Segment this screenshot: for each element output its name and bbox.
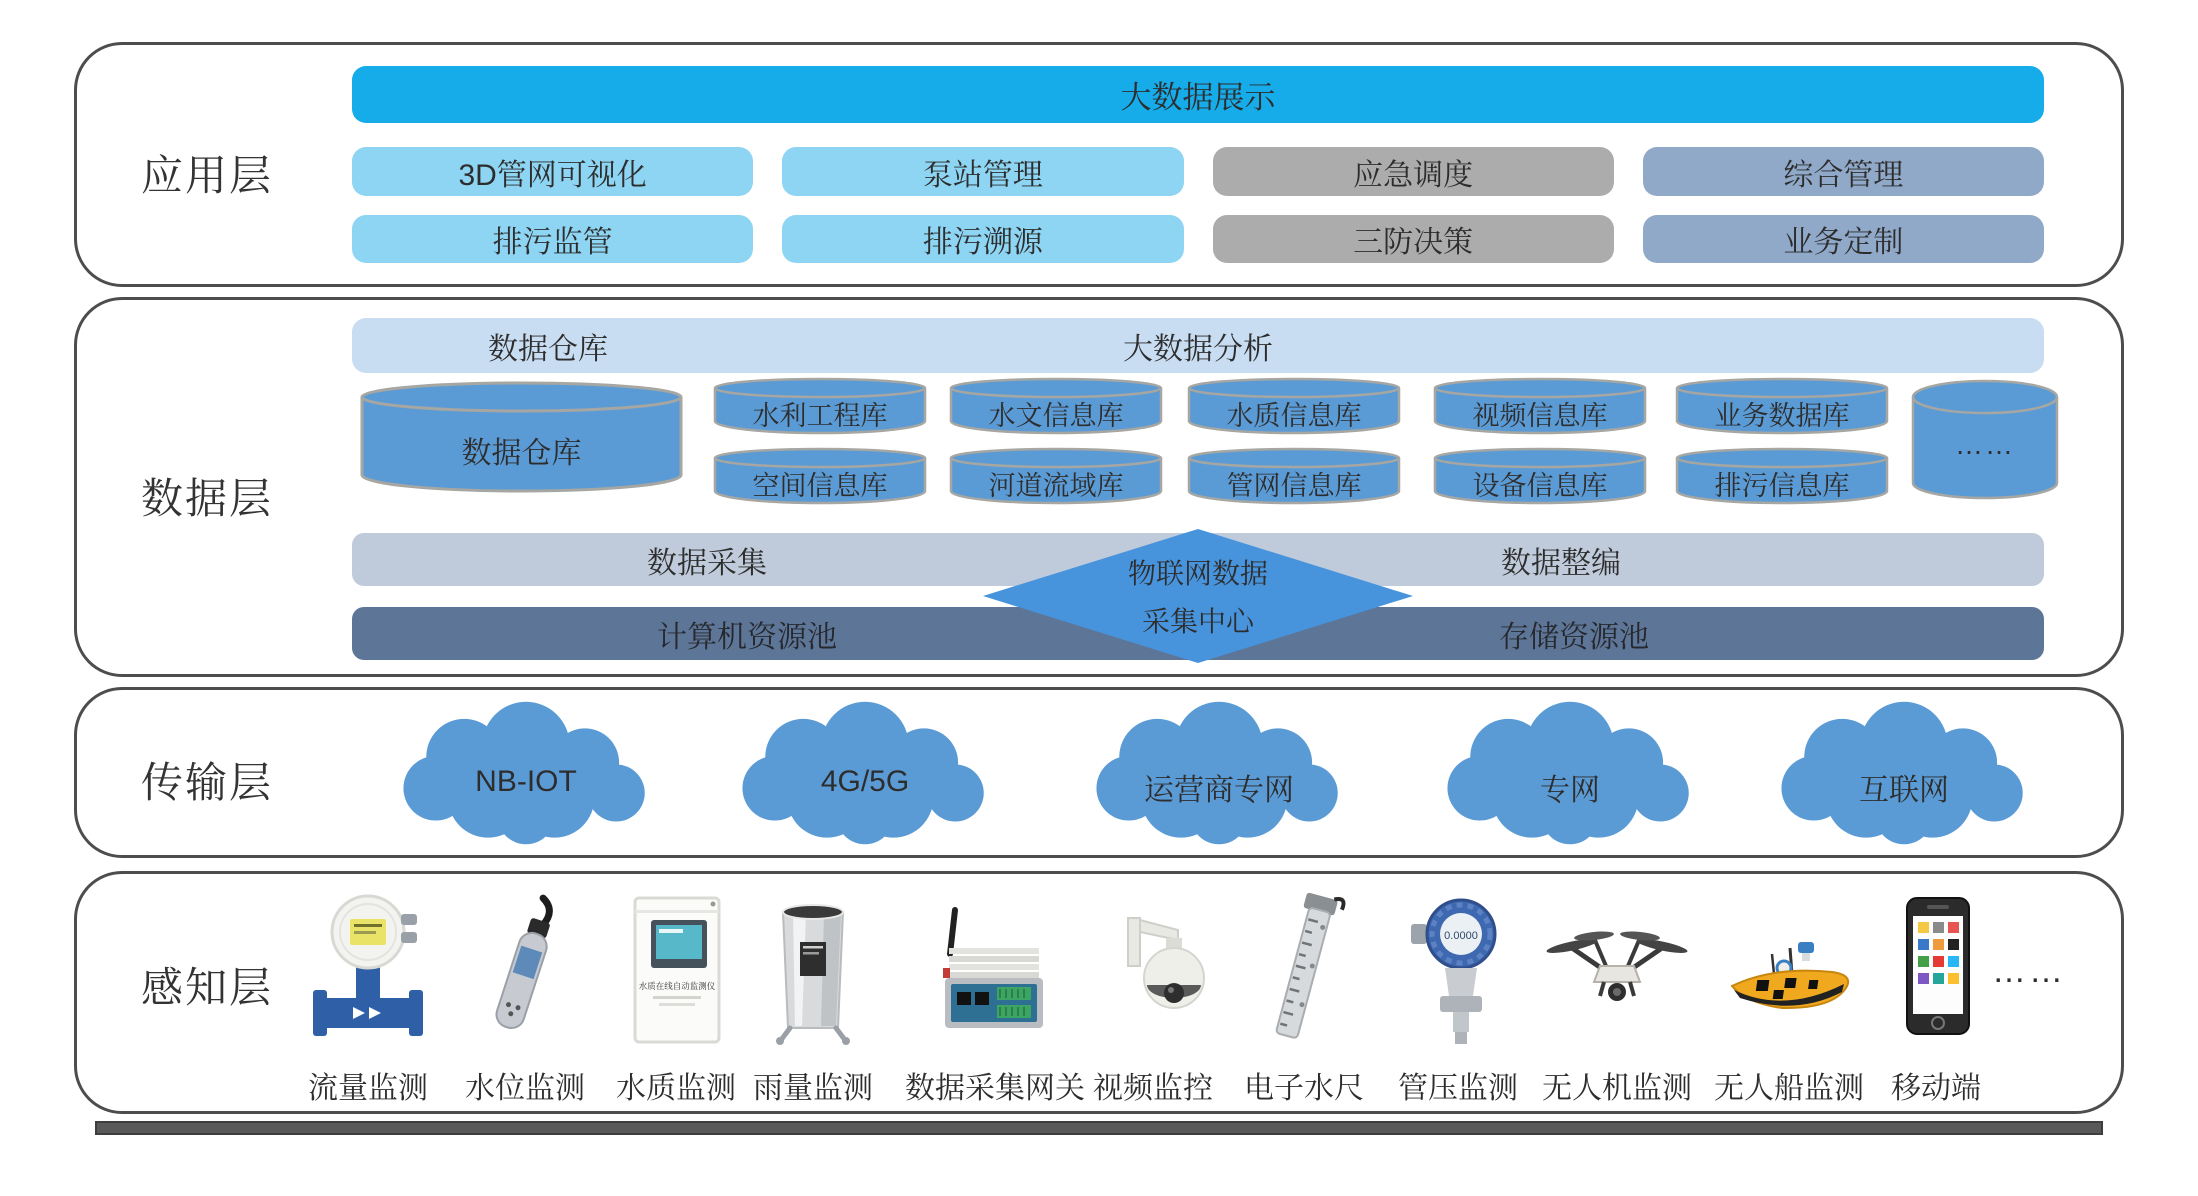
app-box-comprehensive-management: 综合管理 [1643,147,2044,196]
app-box-business-customization: 业务定制 [1643,215,2044,263]
db-cylinder-sewage-info: 排污信息库 [1674,447,1890,509]
db-cylinder-more: …… [1910,377,2060,513]
application-buttons-row-2 [352,215,2044,263]
pressure-transmitter-image [1383,890,1533,1050]
app-box-3d-pipe-visualization: 3D管网可视化 [352,147,753,196]
data-arrange-label: 数据整编 [1501,546,1621,580]
transmission-layer-label: 传输层 [140,759,273,806]
device-water-level-monitoring: 水位监测 [450,890,600,1107]
big-data-analysis-banner-label: 大数据分析 [1123,332,1273,366]
app-box-pump-station-management: 泵站管理 [782,147,1183,196]
gateway-image [905,890,1055,1050]
iot-diamond-line2: 采集中心 [1141,606,1254,637]
ptz-camera-image [1078,890,1228,1050]
water-ruler-image [1229,890,1379,1050]
level-probe-image [450,890,600,1050]
db-cylinder-business-data: 业务数据库 [1674,377,1890,439]
quality-monitor-caption: 水质在线自动监测仪 [638,981,716,991]
svg-text:0.0000: 0.0000 [1444,930,1478,942]
device-electronic-water-gauge: 电子水尺 [1229,890,1379,1107]
device-rainfall-monitoring: 雨量监测 [738,890,888,1107]
device-unmanned-boat-monitoring: 无人船监测 [1714,890,1864,1107]
data-collect-label: 数据采集 [647,546,767,580]
storage-pool-label: 存储资源池 [1499,620,1649,654]
drone-image [1542,890,1692,1050]
db-cylinder-river-basin: 河道流域库 [948,447,1164,509]
device-video-surveillance: 视频监控 [1078,890,1228,1107]
app-box-sewage-tracing: 排污溯源 [782,215,1183,263]
flow-meter-image [293,890,443,1050]
db-cylinder-spatial-info: 空间信息库 [712,447,928,509]
iot-data-center-diamond [983,529,1413,663]
compute-pool-label: 计算机资源池 [657,620,837,654]
application-buttons-row-1 [352,147,2044,196]
data-layer-label: 数据层 [140,475,273,522]
rain-gauge-image [738,890,888,1050]
app-box-emergency-dispatch: 应急调度 [1213,147,1614,196]
db-cylinder-equipment-info: 设备信息库 [1432,447,1648,509]
db-cylinder-hydrology-info: 水文信息库 [948,377,1164,439]
app-box-three-defenses-decision: 三防决策 [1213,215,1614,263]
smartphone-image [1861,890,2011,1050]
cloud-nb-iot: NB-IOT [376,698,676,850]
device-data-collection-gateway: 数据采集网关 [905,890,1055,1107]
perception-more-dots: …… [1992,952,2066,990]
db-cylinder-pipe-network-info: 管网信息库 [1186,447,1402,509]
device-pipe-pressure-monitoring: 0.0000 管压监测 [1383,890,1533,1107]
data-warehouse-banner-label: 数据仓库 [488,332,608,366]
device-water-quality-monitoring: 水质在线自动监测仪 水质监测 [601,890,751,1107]
db-cylinder-video-info: 视频信息库 [1432,377,1648,439]
iot-diamond-line1: 物联网数据 [1127,558,1268,589]
perception-layer-label: 感知层 [140,964,273,1011]
db-cylinder-hydraulic-engineering: 水利工程库 [712,377,928,439]
cloud-private-network: 专网 [1420,698,1720,850]
cloud-4g-5g: 4G/5G [715,698,1015,850]
device-flow-monitoring: 流量监测 [293,890,443,1107]
unmanned-boat-image [1714,890,1864,1050]
data-analysis-banner [352,318,2044,373]
warehouse-cylinder: 数据仓库 [358,380,685,506]
application-layer-label: 应用层 [140,152,273,199]
big-data-display-banner: 大数据展示 [352,66,2044,123]
cloud-operator-private-network: 运营商专网 [1069,698,1369,850]
quality-monitor-image [601,890,751,1050]
cloud-internet: 互联网 [1754,698,2054,850]
db-cylinder-water-quality-info: 水质信息库 [1186,377,1402,439]
device-drone-monitoring: 无人机监测 [1542,890,1692,1107]
device-mobile-terminal: 移动端 [1861,890,2011,1107]
app-box-sewage-supervision: 排污监管 [352,215,753,263]
base-bar [95,1121,2103,1135]
